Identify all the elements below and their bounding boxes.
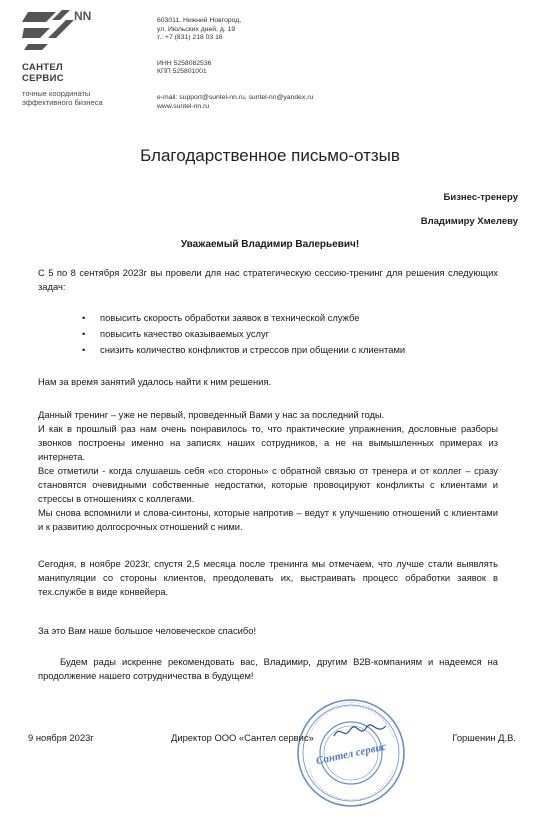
solutions-paragraph [38, 375, 498, 389]
task-text: повысить качество оказываемых услуг [100, 328, 270, 339]
handwritten-signature [330, 722, 390, 742]
website: www.suntel-nn.ru [157, 102, 210, 110]
recommend-text: Будем рады искренне рекомендовать вас, Владимир, другим B2B-компаниям и надеемся на продолжение нашего сотрудничества в будущем! [38, 656, 498, 681]
intro-text: С 5 по 8 сентября 2023г вы провели для нас стратегическую сессию-тренинг для решения следующих задач: [38, 267, 498, 292]
training-text-3: Все отметили - когда слушаешь себя «со стороны» с обратной связью от тренера и от коллег – сразу становятся очевидными собственные недостатки, которые провоцируют конфликты с клиентами и стрессы в отношениях с коллегами. [38, 465, 498, 504]
address-line1: 603011, Нижний Новгород, [157, 17, 242, 24]
list-item: • повысить скорость обработки заявок в технической службе [82, 312, 360, 323]
company-logo [22, 6, 92, 56]
company-name-line2: СЕРВИС [22, 73, 64, 84]
tagline-line2: эффективного бизнеса [22, 98, 103, 107]
kpp: КПП 525801001 [157, 68, 207, 76]
address-line2: ул. Июльских дней, д. 19 [157, 25, 236, 33]
company-name-line1: САНТЕЛ [22, 62, 63, 73]
recipient-line2: Владимиру Хмелеву [420, 216, 518, 227]
tasks-list [82, 310, 406, 358]
stamp-text: Сантел сервис [315, 740, 388, 768]
email: e-mail: support@suntel-nn.ru, suntel-nn@yandex.ru [157, 93, 314, 101]
task-text: повысить скорость обработки заявок в технической службе [100, 312, 360, 323]
training-text-1: Данный тренинг – уже не первый, проведенный Вами у нас за последний годы. [38, 409, 385, 420]
recipient-line1: Бизнес-тренеру [443, 192, 518, 203]
training-text-2: И как в прошлый раз нам очень понравилось то, что практические упражнения, дословные разборы звонков построены именно на записях наших сотрудников, а не на вымышленных примерах из интернета. [38, 423, 498, 462]
thanks-text: За это Вам наше большое человеческое спасибо! [38, 625, 257, 636]
phone: т.: +7 (831) 218 03 16 [157, 34, 223, 42]
intro-paragraph [38, 266, 498, 294]
training-paragraphs [38, 408, 498, 534]
greeting: Уважаемый Владимир Валерьевич! [180, 239, 360, 250]
task-text: снизить количество конфликтов и стрессов при общении с клиентами [100, 344, 406, 355]
inn: ИНН 5258082536 [157, 59, 212, 67]
solutions-text: Нам за время занятий удалось найти к ним решения. [38, 376, 272, 387]
company-tagline [22, 89, 103, 107]
results-paragraph [38, 557, 498, 599]
list-item: • повысить качество оказываемых услуг [82, 328, 270, 339]
recommend-paragraph [38, 655, 498, 683]
letter-date: 9 ноября 2023г [28, 732, 94, 743]
company-stamp [295, 697, 407, 809]
signatory-name: Горшенин Д.В. [452, 732, 516, 743]
results-text: Сегодня, в ноябре 2023г, спустя 2,5 месяца после тренинга мы отмечаем, что лучше стали выявлять манипуляции со стороны клиентов, преодолевать их, выстраивать процесс обработки заявок в тех.службе в виде конвейера. [38, 558, 498, 597]
thanks-paragraph [38, 624, 498, 638]
company-name [22, 62, 64, 84]
list-item: • снизить количество конфликтов и стрессов при общении с клиентами [82, 344, 406, 355]
svg-text:NN: NN [74, 9, 92, 23]
tagline-line1: точные координаты [22, 89, 91, 98]
company-contacts [157, 17, 313, 111]
letter-title: Благодарственное письмо-отзыв [140, 146, 400, 165]
signatory-position: Директор ООО «Сантел сервис» [171, 732, 314, 743]
training-text-4: Мы снова вспомнили и слова-синтоны, которые напротив – ведут к улучшению отношений с клиентами и к развитию долгосрочных отношений с ними. [38, 507, 498, 532]
